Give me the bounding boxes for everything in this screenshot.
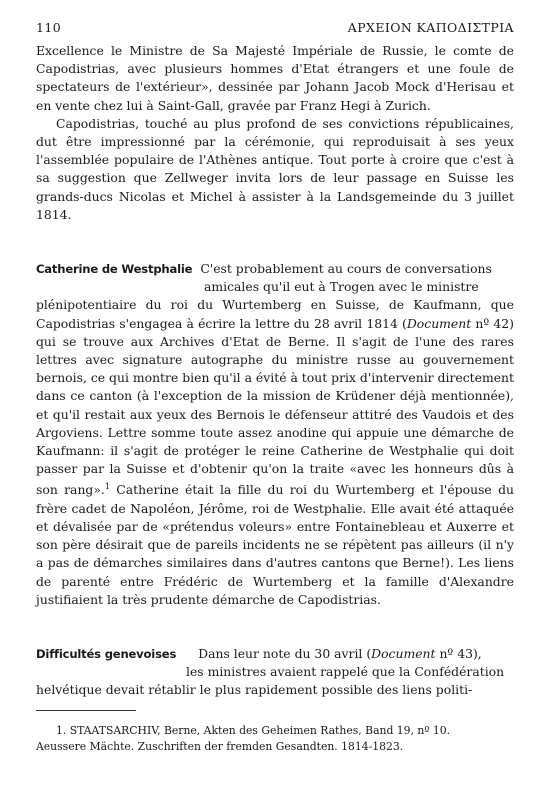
page-number: 110 xyxy=(36,20,62,35)
footnote xyxy=(36,723,514,755)
intro-paragraph-2: Capodistrias, touché au plus profond de ses convictions républicaines, dut être impressionné par la cérémonie, qui reproduisait à ses yeux l'assemblée populaire de l'Athènes antique. Tout porte à croire que c'est à sa suggestion que Zellweger invita lors de leur passage en Suisse les grands-ducs Nicolas et Michel à assister à la Landsgemeinde du 3 juillet 1814. xyxy=(36,115,514,222)
geneva-text-b: nº 43), xyxy=(435,646,482,662)
page xyxy=(36,20,514,755)
catherine-text-a: plénipotentiaire du roi du Wurtemberg en Suisse, de Kaufmann, que Capodistrias s'engagea à écrire la lettre du 28 avril 1814 ( xyxy=(36,297,514,331)
geneva-document-reference: Document xyxy=(371,646,436,662)
section-catherine-line-1: C'est probablement au cours de conversations xyxy=(200,261,492,277)
footnote-separator xyxy=(36,710,136,711)
catherine-text-b: nº 42) qui se trouve aux Archives d'Etat de Berne. Il s'agit de l'une des rares lettres avec signature autographe du ministre russe au gouvernement bernois, ce qui montre bien qu'il a évité à tout prix d'intervenir directement dans ce canton (à l'exception de la mission de Krüdener déjà mentionnée), et qu'il restait aux yeux des Bernois le défenseur attitré des Vaudois et des Argoviens. Lettre somme toute assez anodine qui appuie une démarche de Kaufmann: il s'agit de protéger le reine Catherine de Westphalie qui doit passer par la Suisse et d'obtenir qu'on la traite «avec les honneurs dûs à son rang». xyxy=(36,315,514,498)
section-geneva-line-2: les ministres avaient rappelé que la Confédération xyxy=(186,664,505,680)
footnote-line-1: 1. STAATSARCHIV, Berne, Akten des Geheimen Rathes, Band 19, nº 10. xyxy=(56,723,451,737)
footnote-marker: 1 xyxy=(104,482,110,492)
section-catherine-body xyxy=(36,296,514,609)
section-geneva-line-1 xyxy=(198,645,514,663)
geneva-text-a: Dans leur note du 30 avril ( xyxy=(198,646,372,662)
section-catherine xyxy=(36,260,514,609)
section-catherine-first-line xyxy=(36,260,514,278)
side-heading-catherine: Catherine de Westphalie xyxy=(36,262,193,277)
document-reference: Document xyxy=(406,315,472,331)
catherine-text-c: Catherine était la fille du roi du Wurtemberg et l'épouse du frère cadet de Napoléon, Jérôme, roi de Westphalie. Elle avait été attaquée et dévalisée par de «prétendus voleurs» entre Fontainebleau et Auxerre et son père désirait que de pareils incidents ne se répètent pas ailleurs (il n'y a pas de démarches similaires dans d'autres cantons que Berne!). Les liens de parenté entre Frédéric de Wurtemberg et la famille d'Alexandre justifiaient la très prudente démarche de Capodistrias. xyxy=(36,482,514,607)
side-heading-geneva: Difficultés genevoises xyxy=(36,647,177,662)
section-geneva xyxy=(36,645,514,700)
running-header xyxy=(36,20,514,42)
section-geneva-first-line xyxy=(36,645,514,663)
section-geneva-body: helvétique devait rétablir le plus rapidement possible des liens politi- xyxy=(36,682,473,698)
intro-paragraph-1: Excellence le Ministre de Sa Majesté Impériale de Russie, le comte de Capodistrias, avec plusieurs hommes d'Etat étrangers et une foule de spectateurs de l'extérieur», dessinée par Johann Jacob Mock d'Herisau et en vente chez lui à Saint-Gall, gravée par Franz Hegi à Zurich. xyxy=(36,43,514,113)
running-title: ΑΡΧΕΙΟΝ ΚΑΠΟΔΙΣΤΡΙΑ xyxy=(347,20,514,35)
section-catherine-line-2: amicales qu'il eut à Trogen avec le ministre xyxy=(204,279,479,295)
footnote-line-2: Aeussere Mächte. Zuschriften der fremden Gesandten. 1814-1823. xyxy=(36,739,404,753)
body-text xyxy=(36,42,514,700)
